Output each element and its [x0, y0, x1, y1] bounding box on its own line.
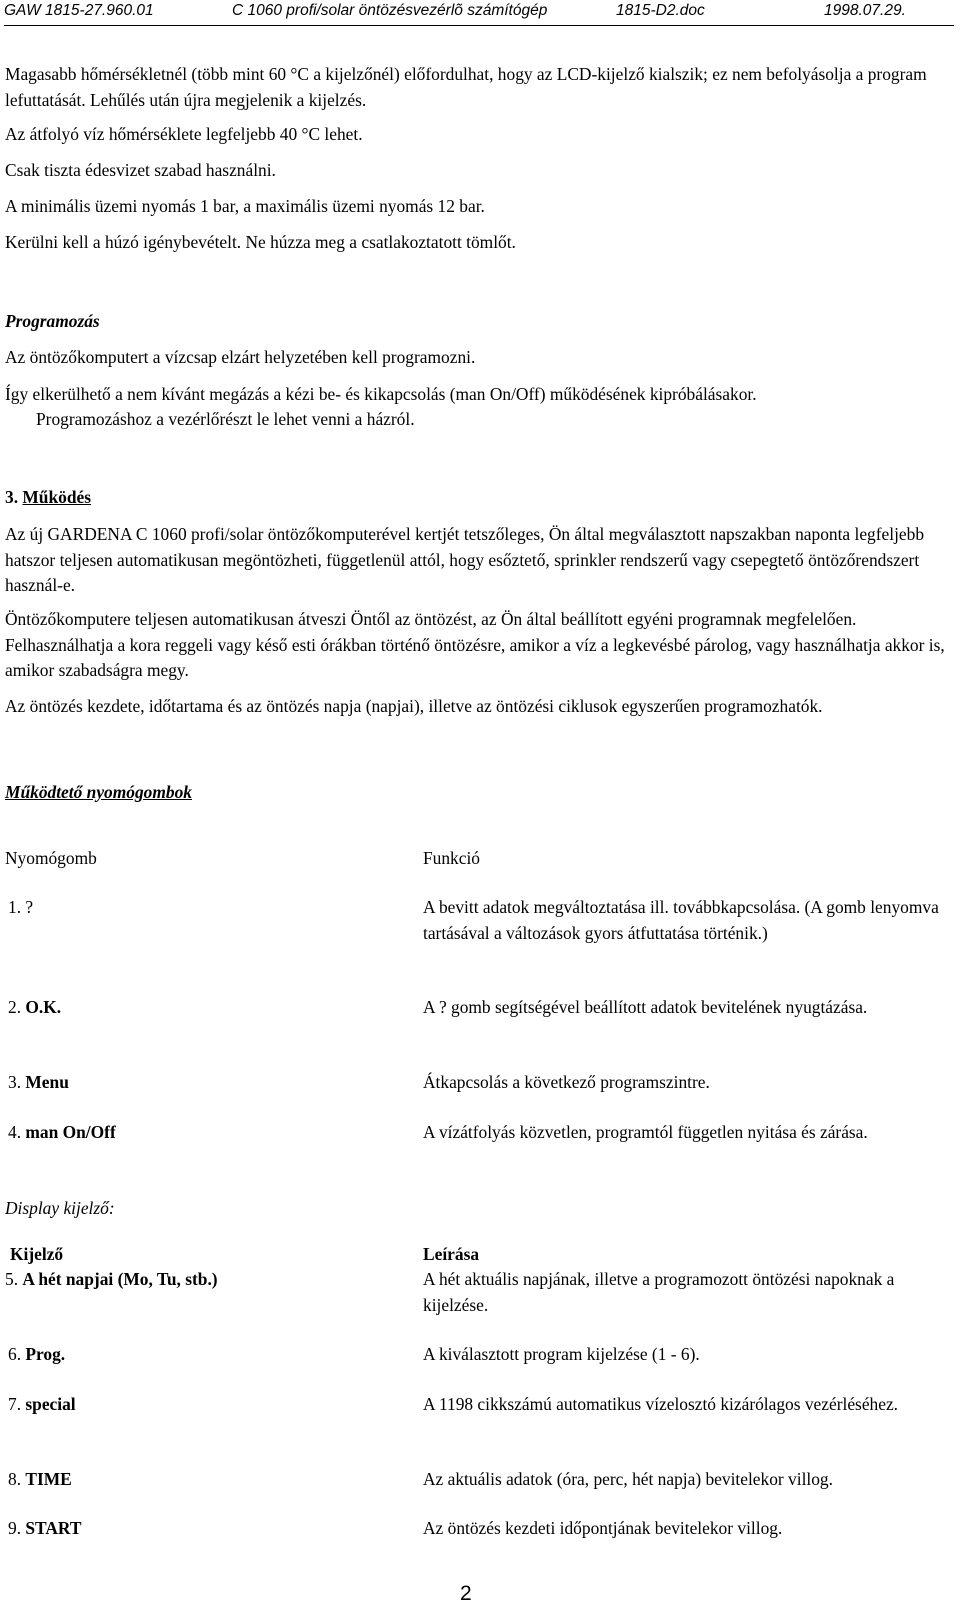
row-description: A hét aktuális napjának, illetve a programozott öntözési napoknak a kijelzése.	[423, 1269, 895, 1315]
operation-number: 3.	[5, 487, 23, 507]
row-number: 9.	[8, 1518, 26, 1538]
operation-paragraph-1: Az új GARDENA C 1060 profi/solar öntözőkomputerével kertjét tetszőleges, Ön által megválasztott napszakban naponta legfeljebb hatszor teljesen automatikusan megöntözheti, függetlenül attól, hogy esőztető, sprinkler rendszerű vagy csepegtető öntözőrendszert használ-e.	[5, 524, 925, 595]
row-number: 7.	[8, 1394, 26, 1414]
header-file: 1815-D2.doc	[616, 2, 705, 19]
row-key	[8, 895, 388, 921]
operation-paragraph-3: Az öntözés kezdete, időtartama és az öntözés napja (napjai), illetve az öntözési ciklusok egyszerűen programozhatók.	[5, 696, 823, 716]
row-name: O.K.	[25, 997, 62, 1017]
row-number: 8.	[8, 1469, 26, 1489]
header-date: 1998.07.29.	[824, 2, 906, 19]
operation-heading	[5, 485, 950, 511]
row-name: ?	[25, 897, 34, 917]
row-name: Menu	[25, 1072, 69, 1092]
intro-paragraph-2: Az átfolyó víz hőmérséklete legfeljebb 40 °C lehet.	[5, 124, 363, 144]
row-description: A bevitt adatok megváltoztatása ill. továbbkapcsolása. (A gomb lenyomva tartásával a változások gyors átfuttatása történik.)	[423, 897, 939, 943]
row-description: A kiválasztott program kijelzése (1 - 6).	[423, 1344, 700, 1364]
row-name: A hét napjai (Mo, Tu, stb.)	[22, 1269, 218, 1289]
row-number: 5.	[5, 1269, 23, 1289]
operation-title: Működés	[22, 487, 92, 507]
row-key	[8, 1070, 388, 1096]
header-divider	[4, 25, 954, 26]
row-number: 2.	[8, 997, 26, 1017]
row-key	[8, 1467, 388, 1493]
header-doc-id: GAW 1815-27.960.01	[4, 2, 154, 19]
buttons-col-1-header: Nyomógomb	[5, 848, 97, 868]
programming-heading: Programozás	[5, 311, 100, 331]
intro-paragraph-1: Magasabb hőmérsékletnél (több mint 60 °C a kijelzőnél) előfordulhat, hogy az LCD-kijelző kialszik; ez nem befolyásolja a program lefuttatását. Lehűlés után újra megjelenik a kijelzés.	[5, 64, 927, 110]
display-col-2-header: Leírása	[423, 1244, 480, 1264]
display-col-1-header: Kijelző	[10, 1244, 64, 1264]
row-description: A 1198 cikkszámú automatikus vízelosztó kizárólagos vezérléséhez.	[423, 1394, 899, 1414]
row-name: man On/Off	[25, 1122, 116, 1142]
page-number: 2	[460, 1582, 472, 1605]
row-name: Prog.	[25, 1344, 66, 1364]
intro-paragraph-4: A minimális üzemi nyomás 1 bar, a maximális üzemi nyomás 12 bar.	[5, 196, 485, 216]
header-title: C 1060 profi/solar öntözésvezérlõ számítógép	[232, 2, 548, 19]
intro-paragraph-5: Kerülni kell a húzó igénybevételt. Ne húzza meg a csatlakoztatott tömlőt.	[5, 232, 516, 252]
row-description: A ? gomb segítségével beállított adatok bevitelének nyugtázása.	[423, 997, 868, 1017]
row-key	[8, 1516, 388, 1542]
display-heading: Display kijelző:	[5, 1198, 115, 1218]
row-description: A vízátfolyás közvetlen, programtól független nyitása és zárása.	[423, 1122, 868, 1142]
row-name: TIME	[25, 1469, 72, 1489]
row-name: special	[25, 1394, 76, 1414]
row-number: 1.	[8, 897, 26, 917]
row-key	[8, 995, 388, 1021]
row-description: Az öntözés kezdeti időpontjának bevitelekor villog.	[423, 1518, 783, 1538]
row-key	[8, 1392, 388, 1418]
programming-paragraph-1: Az öntözőkomputert a vízcsap elzárt helyzetében kell programozni.	[5, 347, 476, 367]
buttons-heading: Működtető nyomógombok	[5, 782, 192, 802]
row-description: Az aktuális adatok (óra, perc, hét napja) bevitelekor villog.	[423, 1469, 833, 1489]
intro-paragraph-3: Csak tiszta édesvizet szabad használni.	[5, 160, 276, 180]
row-key	[8, 1120, 388, 1146]
page-header	[4, 2, 956, 24]
buttons-col-2-header: Funkció	[423, 848, 481, 868]
row-description: Átkapcsolás a következő programszintre.	[423, 1072, 710, 1092]
row-number: 4.	[8, 1122, 26, 1142]
row-name: START	[25, 1518, 82, 1538]
operation-paragraph-2: Öntözőkomputere teljesen automatikusan átveszi Öntől az öntözést, az Ön által beállított egyéni programnak megfelelően. Felhasználhatja a kora reggeli vagy késő esti órákban történő öntözésre, amikor a víz a legkevésbé párolog, vagy használhatja akkor is, amikor szabadságra megy.	[5, 609, 945, 680]
row-key	[5, 1267, 385, 1293]
row-number: 3.	[8, 1072, 26, 1092]
programming-paragraph-3: Programozáshoz a vezérlőrészt le lehet venni a házról.	[36, 409, 415, 429]
row-key	[8, 1342, 388, 1368]
programming-paragraph-2: Így elkerülhető a nem kívánt megázás a kézi be- és kikapcsolás (man On/Off) működésének kipróbálásakor.	[5, 384, 757, 404]
row-number: 6.	[8, 1344, 26, 1364]
